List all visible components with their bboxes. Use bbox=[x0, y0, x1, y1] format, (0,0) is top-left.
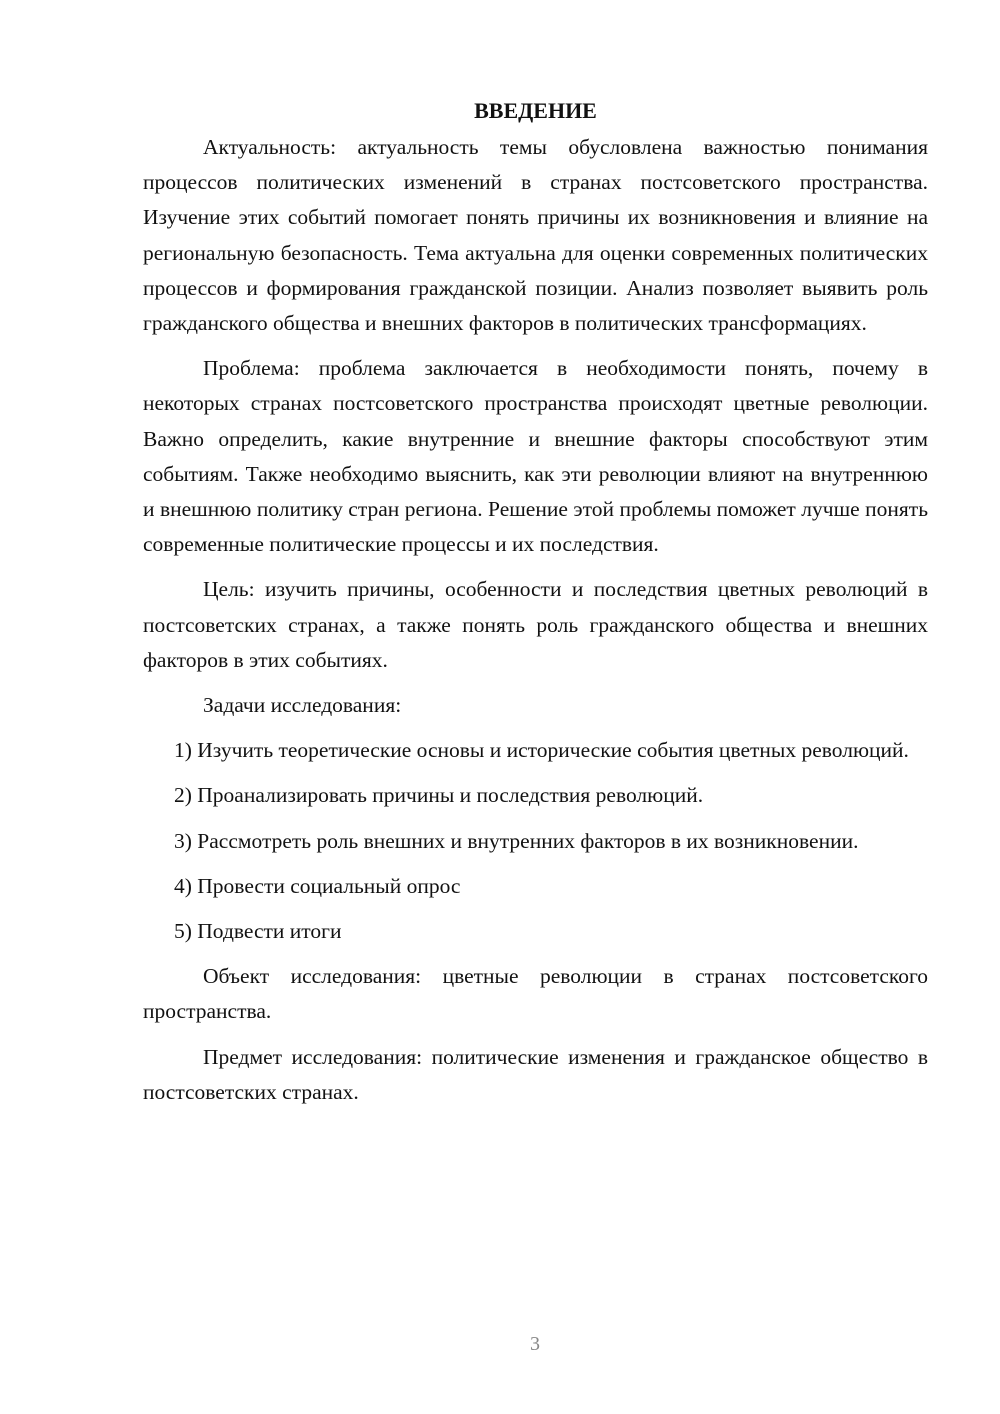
task-item-3: 3) Рассмотреть роль внешних и внутренних факторов в их возникновении. bbox=[174, 828, 859, 853]
task-item-2: 2) Проанализировать причины и последствия революций. bbox=[174, 783, 704, 808]
paragraph-goal: Цель: изучить причины, особенности и последствия цветных революций в постсоветских странах, а также понять роль гражданского общества и внешних факторов в этих событиях. bbox=[143, 577, 928, 672]
document-page bbox=[143, 96, 928, 1120]
tasks-heading: Задачи исследования: bbox=[203, 693, 402, 718]
paragraph-subject: Предмет исследования: политические изменения и гражданское общество в постсоветских странах. bbox=[143, 1044, 928, 1104]
task-item-1: 1) Изучить теоретические основы и исторические события цветных революций. bbox=[174, 738, 909, 763]
paragraph-problem: Проблема: проблема заключается в необходимости понять, почему в некоторых странах постсоветского пространства происходят цветные революции. Важно определить, какие внутренние и внешние факторы способствуют этим событиям. Также необходимо выяснить, как эти революции влияют на внутреннюю и внешнюю политику стран региона. Решение этой проблемы поможет лучше понять современные политические процессы и их последствия. bbox=[143, 356, 928, 557]
paragraph-relevance: Актуальность: актуальность темы обусловлена важностью понимания процессов политических изменений в странах постсоветского пространства. Изучение этих событий помогает понять причины их возникновения и влияние на региональную безопасность. Тема актуальна для оценки современных политических процессов и формирования гражданской позиции. Анализ позволяет выявить роль гражданского общества и внешних факторов в политических трансформациях. bbox=[143, 135, 928, 336]
page-number: 3 bbox=[530, 1333, 540, 1355]
task-item-5: 5) Подвести итоги bbox=[174, 919, 342, 944]
page-title: ВВЕДЕНИЕ bbox=[474, 98, 597, 123]
task-item-4: 4) Провести социальный опрос bbox=[174, 873, 461, 898]
paragraph-object: Объект исследования: цветные революции в странах постсоветского пространства. bbox=[143, 964, 928, 1024]
